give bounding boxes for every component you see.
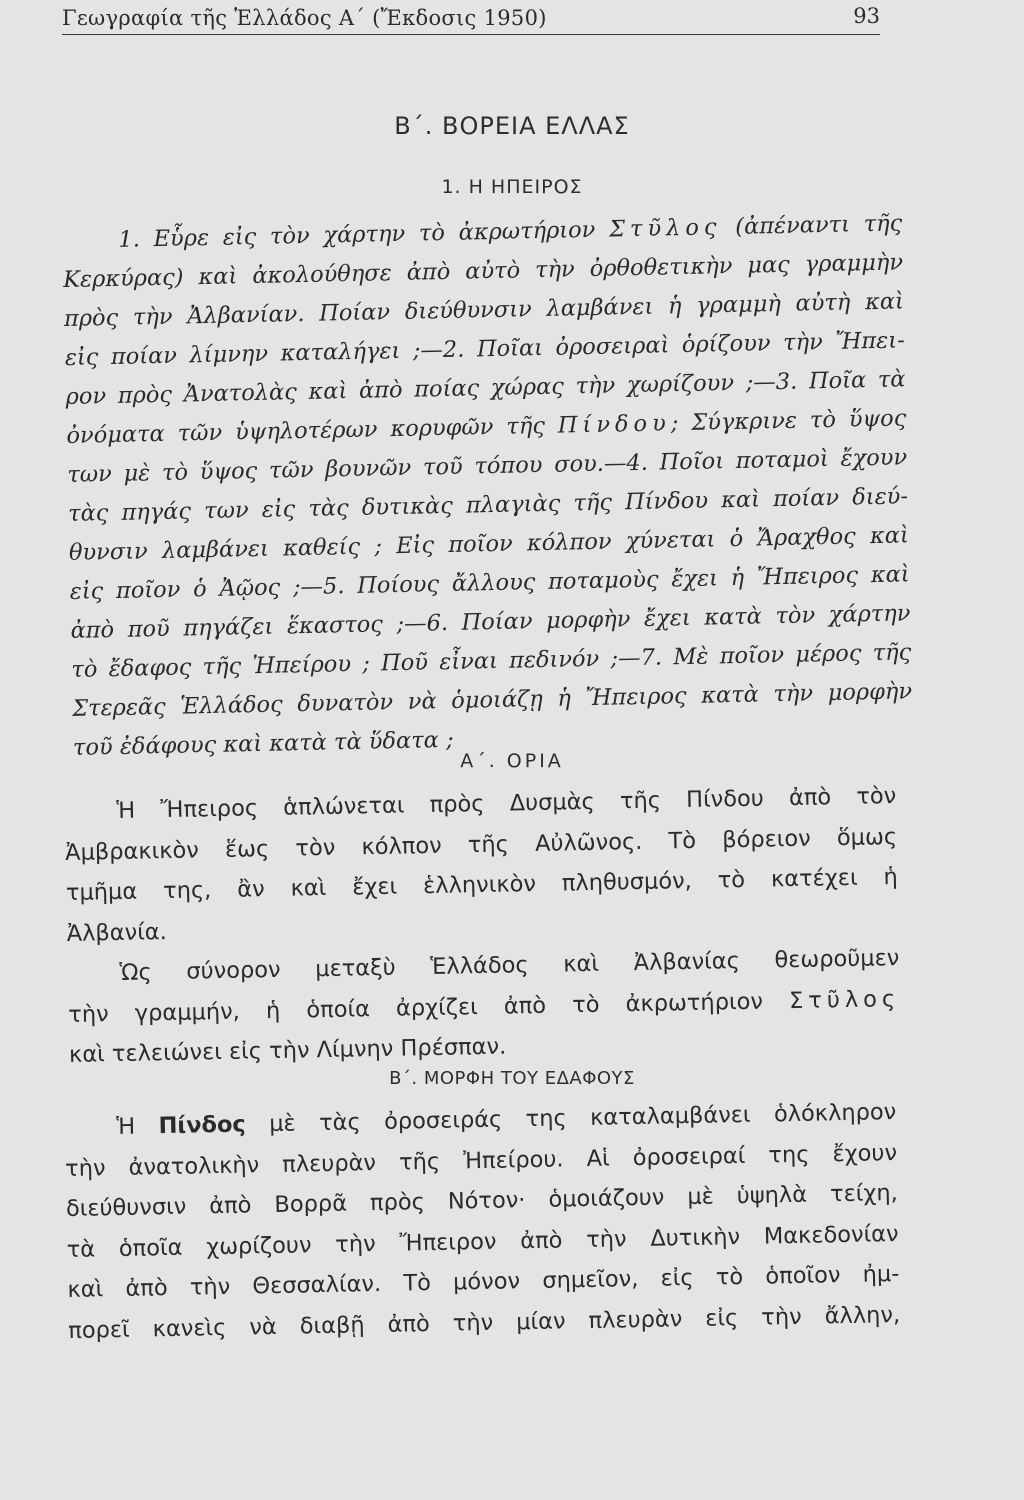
exercise-line: εἰς ποίαν λίμνην καταλήγει ;—2. Ποῖαι ὀροσειραὶ ὁρίζουν τὴν Ἤπει- [64,327,905,371]
running-head [62,4,880,35]
exercise-line: ἀπὸ ποῦ πηγάζει ἕκαστος ;—6. Ποίαν μορφὴν ἔχει κατὰ τὸν χάρτην [70,600,911,644]
body-text: μὲ τὰς ὀροσειράς της καταλαμβάνει ὁλόκληρον [245,1099,897,1138]
morfi-text [64,1092,901,1351]
body-line: Ἀλβανία. [66,918,168,947]
exercise-line: θυνσιν λαμβάνει καθείς ; Εἰς ποῖον κόλπον χύνεται ὁ Ἄραχθος καὶ [68,522,910,566]
body-line: καὶ ἀπὸ τὴν Θεσσαλίαν. Τὸ μόνον σημεῖον, εἰς τὸ ὁποῖον ἠμ- [67,1260,900,1303]
exercise-line: Στερεᾶς Ἑλλάδος δυνατὸν νὰ ὁμοιάζῃ ἡ Ἤπειρος κατὰ τὴν μορφὴν [71,678,913,722]
body-line: τὰ ὁποῖα χωρίζουν τὴν Ἤπειρον ἀπὸ τὴν Δυτικὴν Μακεδονίαν [66,1220,899,1263]
exercise-line: τὰς πηγάς των εἰς τὰς δυτικὰς πλαγιὰς τῆς Πίνδου καὶ ποίαν διεύ- [67,483,909,527]
oria-text [64,776,901,1075]
exercise-line: τοῦ ἐδάφους καὶ κατὰ τὰ ὕδατα ; [72,726,454,761]
exercise-line: Κερκύρας) καὶ ἀκολούθησε ἀπὸ αὐτὸ τὴν ὀρθοθετικὴν μας γραμμὴν [62,249,904,293]
part-heading: Β΄. ΒΟΡΕΙΑ ΕΛΛΑΣ [394,112,630,140]
exercise-line: τὸ ἔδαφος τῆς Ἠπείρου ; Ποῦ εἶναι πεδινόν ;—7. Μὲ ποῖον μέρος τῆς [71,639,912,683]
exercise-text: ὀνόματα τῶν ὑψηλοτέρων κορυφῶν τῆς [66,412,559,449]
page-number: 93 [853,4,880,28]
section-heading-oria: Α΄. ΟΡΙΑ [460,750,564,772]
exercise-text: (ἀπέναντι τῆς [721,210,903,241]
exercise-text: 1. Εὗρε εἰς τὸν χάρτην τὸ ἀκρωτήριον [118,216,610,253]
exercise-line: των μὲ τὸ ὕψος τῶν βουνῶν τοῦ τόπου σου.—4. Ποῖοι ποταμοὶ ἔχουν [67,444,908,488]
body-line: τὴν ἀνατολικὴν πλευρὰν τῆς Ἠπείρου. Αἱ ὀροσειραί της ἔχουν [64,1139,898,1182]
exercise-emphasis: Πίνδου [557,410,672,439]
body-emphasis: Στῦλος [788,985,901,1014]
body-line: πορεῖ κανεὶς νὰ διαβῇ ἀπὸ τὴν μίαν πλευρὰν εἰς τὴν ἄλλην, [68,1301,901,1344]
body-line: τμῆμα της, ἂν καὶ ἔχει ἑλληνικὸν πληθυσμόν, τὸ κατέχει ἡ [65,864,899,906]
body-line: διεύθυνσιν ἀπὸ Βορρᾶ πρὸς Νότον· ὁμοιάζουν μὲ ὑψηλὰ τείχη, [65,1180,899,1222]
body-emphasis: Πίνδος [158,1111,247,1140]
body-line: καὶ τελειώνει εἰς τὴν Λίμνην Πρέσπαν. [68,1033,507,1068]
chapter-heading: 1. Η ΗΠΕΙΡΟΣ [441,176,583,198]
exercise-line: εἰς ποῖον ὁ Ἀῷος ;—5. Ποίους ἄλλους ποταμοὺς ἔχει ἡ Ἤπειρος καὶ [69,561,910,605]
body-line: Ἀμβρακικὸν ἕως τὸν κόλπον τῆς Αὐλῶνος. Τὸ βόρειον ὅμως [64,823,898,866]
running-title: Γεωγραφία τῆς Ἑλλάδος Α΄ (Ἔκδοσις 1950) [62,6,547,30]
exercises-paragraph [62,204,913,767]
exercise-text: ; Σύγκρινε τὸ ὕψος [670,405,907,437]
section-heading-morfi: Β΄. ΜΟΡΦΗ ΤΟΥ ΕΔΑΦΟΥΣ [389,1068,635,1089]
body-line: Ἡ Ἤπειρος ἁπλώνεται πρὸς Δυσμὰς τῆς Πίνδου ἀπὸ τὸν [116,783,897,824]
exercise-line: ρον πρὸς Ἀνατολὰς καὶ ἀπὸ ποίας χώρας τὴν χωρίζουν ;—3. Ποῖα τὰ [65,366,906,410]
body-line: Ὡς σύνορον μεταξὺ Ἑλλάδος καὶ Ἀλβανίας θεωροῦμεν [119,944,900,986]
exercise-emphasis: Στῦλος [608,214,722,243]
body-text: Ἡ [116,1113,159,1140]
body-text: τὴν γραμμήν, ἡ ὁποία ἀρχίζει ἀπὸ τὸ ἀκρωτήριον [68,987,790,1028]
exercise-line: πρὸς τὴν Ἀλβανίαν. Ποίαν διεύθυνσιν λαμβάνει ἡ γραμμὴ αὐτὴ καὶ [63,288,905,332]
